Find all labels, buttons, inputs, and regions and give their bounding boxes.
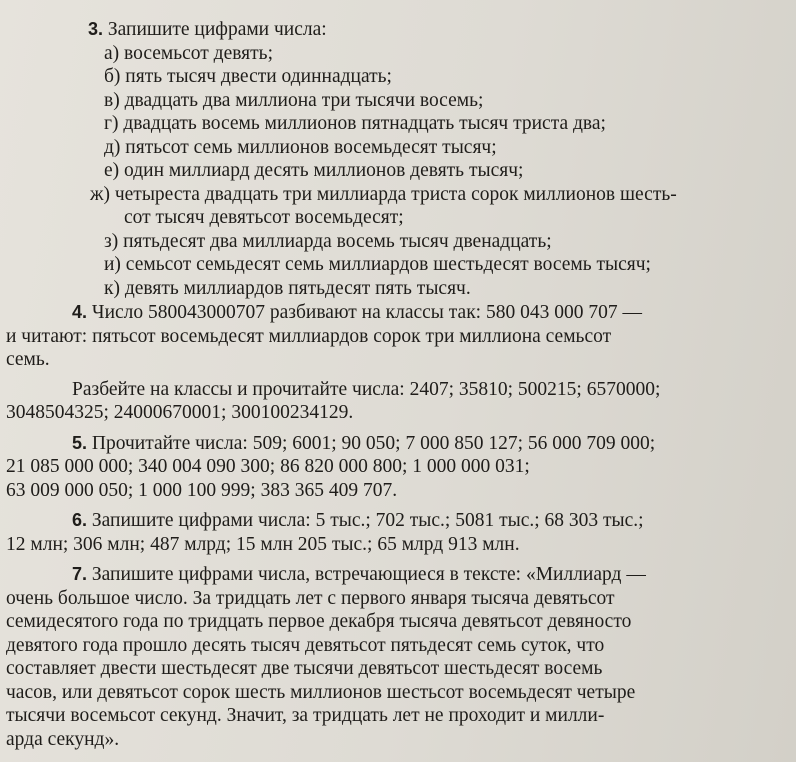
paragraph-line: тысячи восемьсот секунд. Значит, за тридцать лет не проходит и милли-: [6, 705, 605, 726]
paragraph-line: [0, 563, 796, 587]
list-item: ж) четыреста двадцать три миллиарда триста сорок миллионов шесть-: [90, 183, 677, 205]
list-item: и) семьсот семьдесят семь миллиардов шестьдесят восемь тысяч;: [104, 254, 651, 275]
list-item: б) пять тысяч двести одиннадцать;: [104, 66, 392, 87]
exercise-7: [0, 563, 796, 751]
list-item: з) пятьдесят два миллиарда восемь тысяч двенадцать;: [104, 230, 552, 252]
exercise-4: [0, 301, 796, 425]
list-item: е) один миллиард десять миллионов девять тысяч;: [104, 160, 524, 181]
exercise-number: 3.: [88, 19, 104, 39]
line-text: Запишите цифрами числа: 5 тыс.; 702 тыс.; 5081 тыс.; 68 303 тыс.;: [91, 510, 644, 531]
list-item: к) девять миллиардов пятьдесят пять тысяч.: [104, 277, 471, 299]
list-item-continuation: сот тысяч девятьсот восемьдесят;: [124, 207, 404, 228]
line-text: Число 580043000707 разбивают на классы так: 580 043 000 707 —: [91, 302, 642, 323]
paragraph-line: [0, 509, 796, 533]
paragraph-line: арда секунд».: [6, 728, 120, 750]
spacer: [0, 502, 796, 508]
paragraph-line: 12 млн; 306 млн; 487 млрд; 15 млн 205 тыс.; 65 млрд 913 млн.: [6, 533, 520, 555]
paragraph-line: составляет двести шестьдесят две тысячи девятьсот шестьдесят восемь: [6, 658, 603, 679]
exercise-number: 4.: [72, 302, 88, 322]
list-item: д) пятьсот семь миллионов восемьдесят тысяч;: [104, 136, 497, 158]
exercise-number: 7.: [72, 564, 88, 584]
exercise-6: [0, 509, 796, 556]
paragraph-line: семь.: [6, 349, 50, 370]
spacer: [0, 425, 796, 431]
paragraph-line: [0, 301, 796, 325]
paragraph-line: часов, или девятьсот сорок шесть миллионов шестьсот восемьдесят четыре: [6, 681, 636, 703]
list-item: г) двадцать восемь миллионов пятнадцать тысяч триста два;: [104, 113, 606, 134]
paragraph-line: [0, 432, 796, 456]
exercise-3-heading: [0, 18, 796, 42]
paragraph-line: Разбейте на классы и прочитайте числа: 2407; 35810; 500215; 6570000;: [72, 378, 661, 400]
paragraph-line: 3048504325; 24000670001; 300100234129.: [6, 402, 354, 423]
exercise-3: [0, 18, 796, 300]
exercise-title: Запишите цифрами числа:: [107, 19, 327, 40]
exercise-number: 6.: [72, 510, 88, 530]
page-content: [0, 18, 796, 751]
line-text: Прочитайте числа: 509; 6001; 90 050; 7 000 850 127; 56 000 709 000;: [91, 432, 656, 454]
paragraph-line: девятого года прошло десять тысяч девятьсот пятьдесят семь суток, что: [6, 634, 605, 656]
list-item: в) двадцать два миллиона три тысячи восемь;: [104, 89, 484, 111]
paragraph-line: очень большое число. За тридцать лет с первого января тысяча девятьсот: [6, 587, 615, 609]
exercise-number: 5.: [72, 432, 88, 453]
paragraph-line: семидесятого года по тридцать первое декабря тысяча девятьсот девяносто: [6, 611, 632, 632]
list-item: а) восемьсот девять;: [104, 42, 273, 64]
line-text: Запишите цифрами числа, встречающиеся в тексте: «Миллиард —: [91, 564, 646, 585]
paragraph-line: и читают: пятьсот восемьдесят миллиардов сорок три миллиона семьсот: [6, 325, 612, 347]
spacer: [0, 556, 796, 562]
paragraph-line: 63 009 000 050; 1 000 100 999; 383 365 409 707.: [6, 479, 398, 501]
paragraph-line: 21 085 000 000; 340 004 090 300; 86 820 000 800; 1 000 000 031;: [6, 456, 530, 477]
exercise-5: [0, 432, 796, 503]
